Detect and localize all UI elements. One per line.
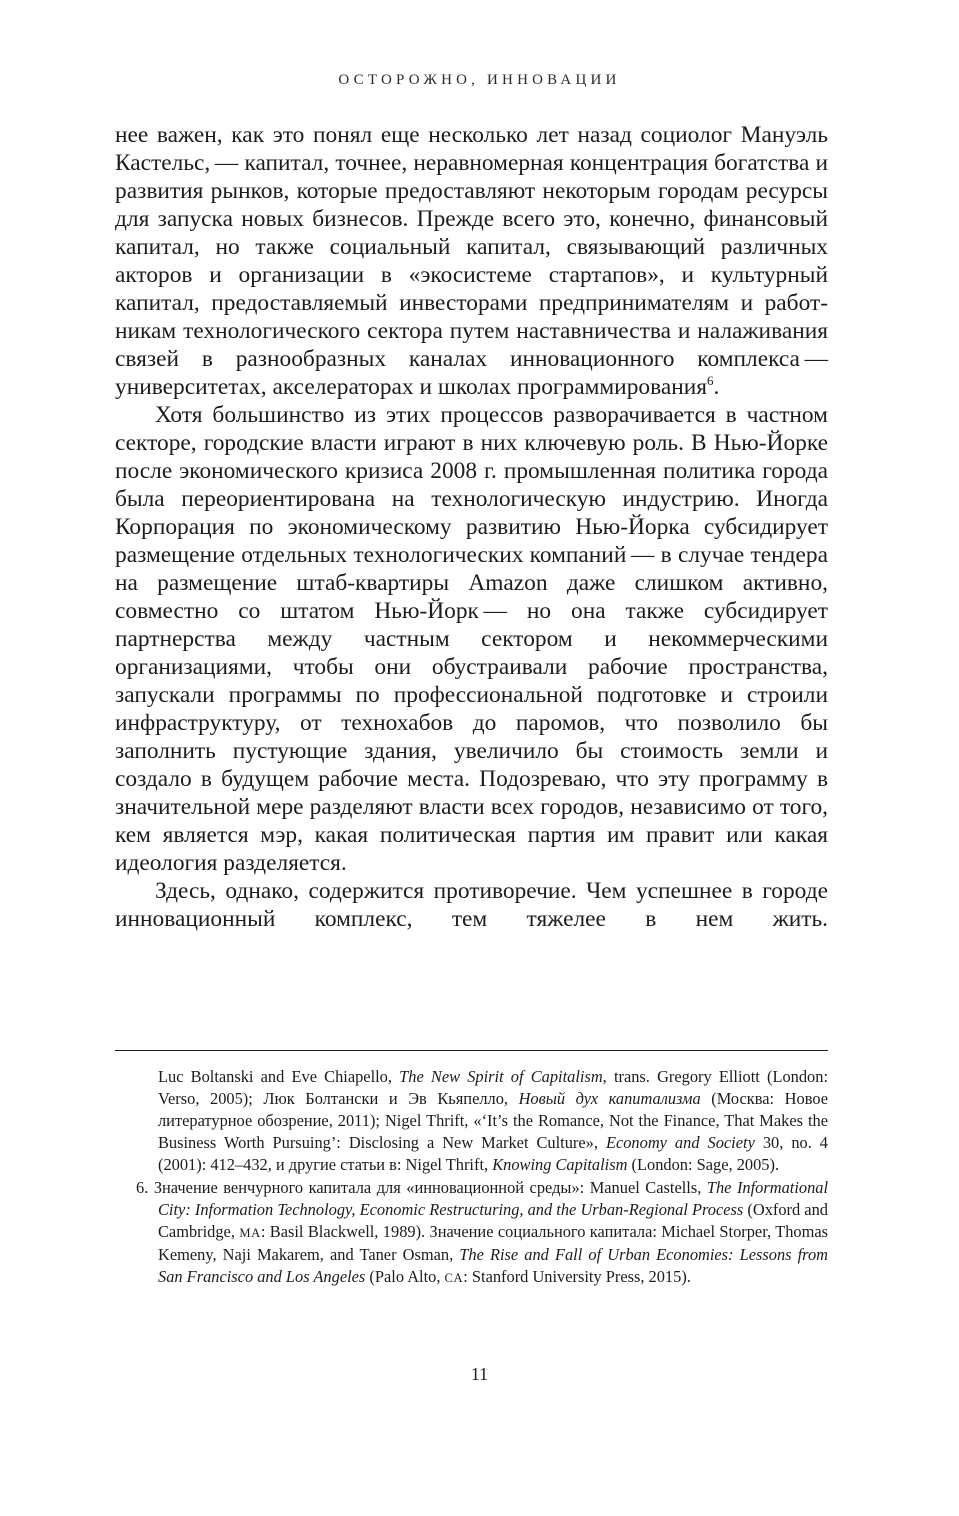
- footnote-text: (London: Sage, 2005).: [627, 1155, 780, 1174]
- paragraph-3: Здесь, однако, содержится противоречие. Чем успешнее в городе инновационный комплекс, тем тяжелее в нем жить.: [115, 878, 828, 932]
- footnote-title: The Rise and Fall of Urban Economies: Lessons from San Francisco and Los Angeles: [158, 1245, 828, 1286]
- footnote-text: , trans. Gregory Elliott (London: Verso, 2005); Люк Болтански и Эв Кьяпелло,: [158, 1067, 828, 1108]
- paragraph-1-end: .: [713, 374, 720, 400]
- footnote-text: : Basil Blackwell, 1989). Значение социального капитала: Michael Storper, Thomas Kemeny, Naji Makarem, and Taner Osman,: [158, 1222, 828, 1264]
- paragraph-2: Хотя большинство из этих процессов разворачивается в частном секторе, городские власти играют в них ключевую роль. В Нью-Йорке после экономического кризиса 2008 г. промышленная политика города была переориентирована на технологическую индустрию. Иногда Корпорация по экономическому развитию Нью-Йорка субсидирует размещение отдельных технологических компаний — в случае тендера на размещение штаб-квартиры Amazon даже слишком активно, совместно со штатом Нью-Йорк — но она также субсидирует партнерства между частным сектором и некоммерческими организациями, чтобы они обустраивали рабочие пространства, запускали программы по профессиональной подготовке и строили инфраструктуру, от технохабов до паромов, что позволило бы заполнить пустующие здания, увеличило бы стоимость земли и создало в будущем рабочие места. Подозреваю, что эту программу в значительной мере разделяют власти всех городов, независимо от того, кем является мэр, какая политическая партия им правит или какая идеология разделяется.: [115, 402, 828, 876]
- footnote-divider: [115, 1050, 828, 1051]
- footnote-text: (Palo Alto,: [365, 1267, 445, 1286]
- footnote-title: The Informational City: Information Technology, Economic Restructuring, and the Urban-Regional Process: [158, 1178, 829, 1219]
- paragraph-1-text: нее важен, как это понял еще несколько лет назад социолог Мануэль Кастельс, — капитал, точнее, неравномерная концентрация богатства и развития рынков, которые предоставляют некоторым городам ресурсы для запуска новых бизнесов. Прежде всего это, конечно, финансовый капитал, но также социальный капитал, связывающий различных акторов и организации в «экосистеме стартапов», и культурный капитал, предоставляемый инвесторами предпринимателям и работникам технологического сектора путем наставничества и налаживания связей в разнообразных каналах инновационного комплекса — университетах, акселераторах и школах программирования: [115, 122, 828, 400]
- paragraph-1: [115, 121, 828, 401]
- footnote-text: 30, no. 4 (2001): 412–432, и другие статьи в: Nigel Thrift,: [158, 1133, 829, 1174]
- running-head: ОСТОРОЖНО, ИННОВАЦИИ: [338, 72, 621, 88]
- footnote-text: : Stanford University Press, 2015).: [463, 1267, 691, 1286]
- footnote-text: Значение венчурного капитала для «инновационной среды»: Manuel Castells,: [153, 1178, 707, 1197]
- footnote-text: (Москва: Новое литературное обозрение, 2011); Nigel Thrift, «‘It’s the Romance, Not the Finance, That Makes the Business Worth Pursuing’: Disclosing a New Market Culture»,: [158, 1089, 829, 1152]
- footnote-6: [115, 1177, 828, 1289]
- footnotes: [115, 1066, 828, 1289]
- footnote-state-abbr: MA: [239, 1226, 261, 1240]
- footnote-title: Новый дух капитализма: [518, 1089, 701, 1108]
- footnote-number: 6.: [136, 1178, 154, 1197]
- footnote-ref-6[interactable]: 6: [707, 373, 714, 388]
- main-text: [115, 121, 828, 933]
- footnote-title: The New Spirit of Capitalism: [399, 1067, 603, 1086]
- footnote-title: Knowing Capitalism: [492, 1155, 628, 1174]
- footnote-title: Economy and Society: [605, 1133, 755, 1152]
- footnote-continuation: [115, 1066, 828, 1176]
- footnote-state-abbr: CA: [444, 1271, 464, 1285]
- footnote-text: Luc Boltanski and Eve Chiapello,: [158, 1067, 400, 1086]
- page-number: 11: [470, 1364, 489, 1384]
- footnote-text: (Oxford and Cambridge,: [158, 1200, 828, 1241]
